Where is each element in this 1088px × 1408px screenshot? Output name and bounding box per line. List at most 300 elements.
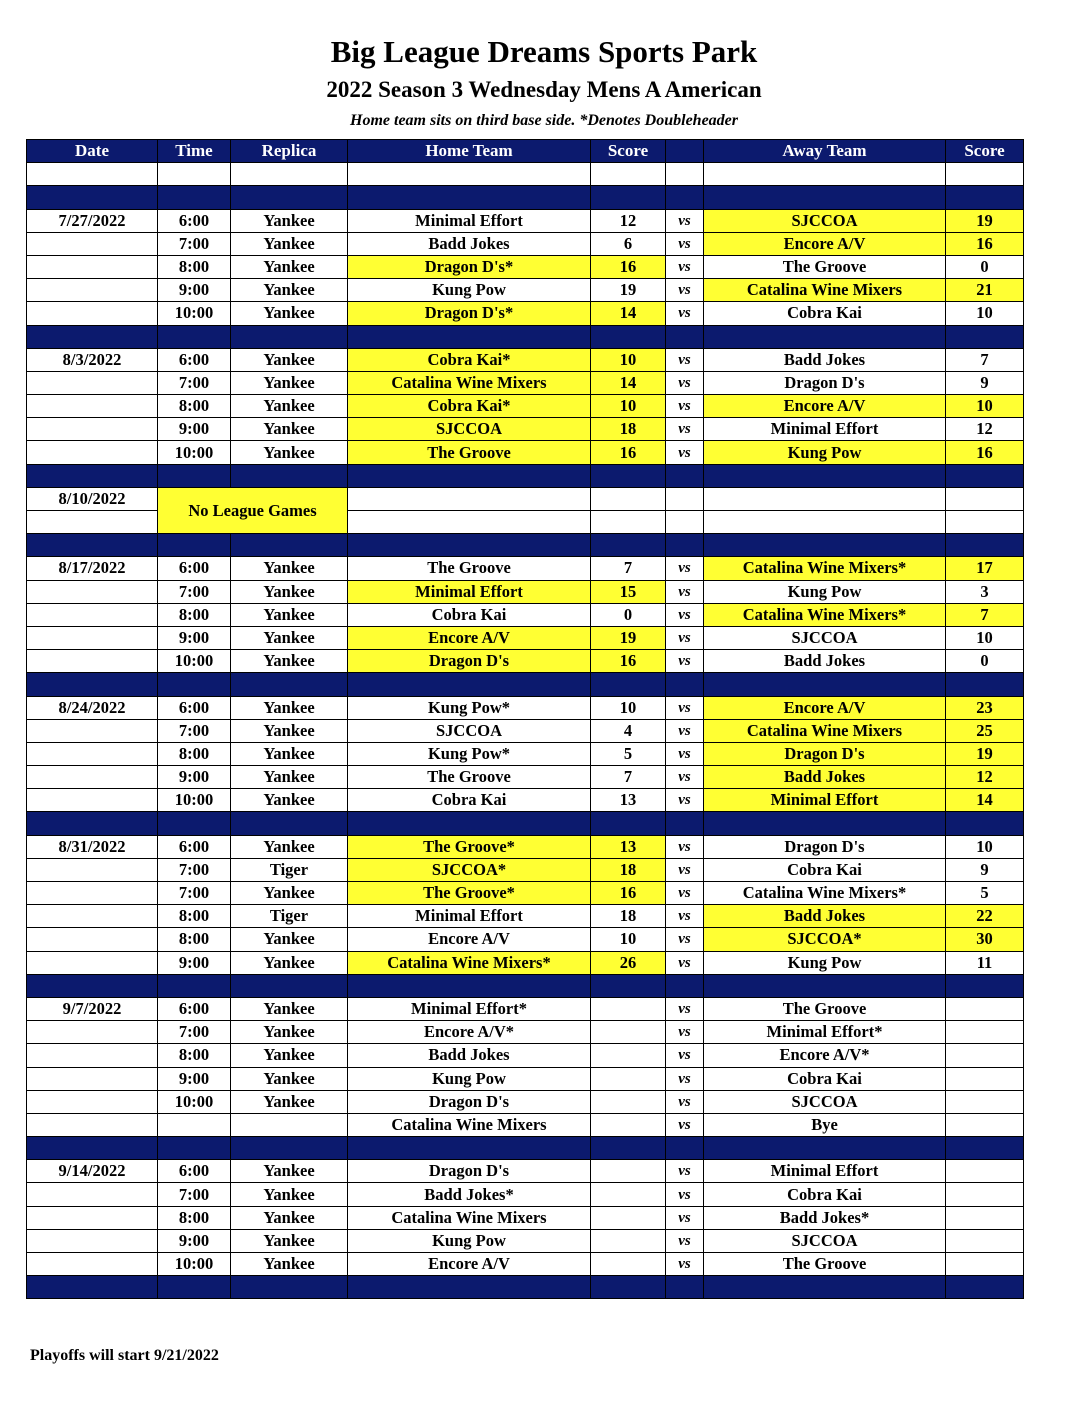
separator-cell xyxy=(591,325,666,348)
away-score-cell xyxy=(946,1229,1024,1252)
home-score-cell xyxy=(591,1067,666,1090)
separator-cell xyxy=(231,812,348,835)
home-team-cell: Badd Jokes* xyxy=(348,1183,591,1206)
time-cell: 6:00 xyxy=(158,835,231,858)
time-cell: 9:00 xyxy=(158,1229,231,1252)
vs-cell: vs xyxy=(666,650,704,673)
vs-cell: vs xyxy=(666,1113,704,1136)
game-row xyxy=(27,580,1024,603)
separator-cell xyxy=(704,974,946,997)
away-score-cell: 7 xyxy=(946,603,1024,626)
away-score-cell: 0 xyxy=(946,650,1024,673)
game-row xyxy=(27,1253,1024,1276)
replica-cell: Yankee xyxy=(231,209,348,232)
home-score-cell xyxy=(591,1090,666,1113)
game-row xyxy=(27,603,1024,626)
vs-cell: vs xyxy=(666,580,704,603)
schedule-table xyxy=(26,139,1024,1299)
away-score-cell xyxy=(946,1160,1024,1183)
time-cell: 9:00 xyxy=(158,279,231,302)
away-team-cell: Bye xyxy=(704,1113,946,1136)
away-team-cell: Dragon D's xyxy=(704,835,946,858)
time-cell: 7:00 xyxy=(158,232,231,255)
home-score-cell: 16 xyxy=(591,255,666,278)
replica-cell: Yankee xyxy=(231,1229,348,1252)
vs-cell: vs xyxy=(666,719,704,742)
home-team-cell: Badd Jokes xyxy=(348,232,591,255)
date-cell xyxy=(27,302,158,325)
empty-cell xyxy=(704,511,946,534)
away-team-cell: Cobra Kai xyxy=(704,1067,946,1090)
away-score-cell: 23 xyxy=(946,696,1024,719)
separator-cell xyxy=(704,186,946,209)
away-team-cell: Badd Jokes xyxy=(704,766,946,789)
date-cell: 8/10/2022 xyxy=(27,487,158,510)
home-team-cell: Minimal Effort* xyxy=(348,997,591,1020)
blank-cell xyxy=(666,163,704,186)
vs-cell: vs xyxy=(666,997,704,1020)
game-row xyxy=(27,1160,1024,1183)
separator-cell xyxy=(591,464,666,487)
empty-cell xyxy=(666,511,704,534)
date-cell xyxy=(27,742,158,765)
separator-cell xyxy=(946,673,1024,696)
away-team-cell: Kung Pow xyxy=(704,580,946,603)
separator-cell xyxy=(27,464,158,487)
vs-cell: vs xyxy=(666,557,704,580)
week-separator xyxy=(27,186,1024,209)
separator-cell xyxy=(666,812,704,835)
home-team-cell: Dragon D's xyxy=(348,1090,591,1113)
away-team-cell: Badd Jokes* xyxy=(704,1206,946,1229)
game-row xyxy=(27,626,1024,649)
replica-cell: Yankee xyxy=(231,650,348,673)
away-score-cell: 12 xyxy=(946,766,1024,789)
home-team-cell: The Groove xyxy=(348,441,591,464)
time-cell: 7:00 xyxy=(158,719,231,742)
home-score-cell xyxy=(591,1113,666,1136)
replica-cell: Yankee xyxy=(231,371,348,394)
separator-cell xyxy=(158,673,231,696)
away-score-cell: 9 xyxy=(946,371,1024,394)
separator-cell xyxy=(158,974,231,997)
home-score-cell xyxy=(591,1160,666,1183)
home-team-cell: SJCCOA xyxy=(348,418,591,441)
game-row xyxy=(27,1044,1024,1067)
separator-cell xyxy=(666,325,704,348)
home-score-cell xyxy=(591,1183,666,1206)
separator-cell xyxy=(946,1276,1024,1299)
date-cell xyxy=(27,418,158,441)
away-team-cell: Badd Jokes xyxy=(704,650,946,673)
away-score-cell xyxy=(946,1044,1024,1067)
vs-cell: vs xyxy=(666,789,704,812)
home-team-cell: Kung Pow xyxy=(348,1229,591,1252)
time-cell: 8:00 xyxy=(158,928,231,951)
week-separator xyxy=(27,1137,1024,1160)
replica-cell: Yankee xyxy=(231,742,348,765)
game-row xyxy=(27,997,1024,1020)
away-score-cell xyxy=(946,1113,1024,1136)
separator-cell xyxy=(348,464,591,487)
replica-cell: Yankee xyxy=(231,882,348,905)
separator-cell xyxy=(591,1137,666,1160)
week-separator xyxy=(27,1276,1024,1299)
date-cell xyxy=(27,441,158,464)
home-score-cell: 10 xyxy=(591,696,666,719)
vs-cell: vs xyxy=(666,441,704,464)
separator-cell xyxy=(704,534,946,557)
col-time: Time xyxy=(158,140,231,163)
away-team-cell: Dragon D's xyxy=(704,742,946,765)
game-row xyxy=(27,348,1024,371)
vs-cell: vs xyxy=(666,858,704,881)
vs-cell: vs xyxy=(666,905,704,928)
home-team-cell: Dragon D's* xyxy=(348,255,591,278)
game-row xyxy=(27,835,1024,858)
away-score-cell: 7 xyxy=(946,348,1024,371)
time-cell: 7:00 xyxy=(158,882,231,905)
home-team-cell: Dragon D's xyxy=(348,1160,591,1183)
home-score-cell: 16 xyxy=(591,882,666,905)
game-row xyxy=(27,395,1024,418)
vs-cell: vs xyxy=(666,302,704,325)
empty-cell xyxy=(704,487,946,510)
empty-cell xyxy=(348,511,591,534)
home-team-cell: Minimal Effort xyxy=(348,580,591,603)
away-score-cell: 3 xyxy=(946,580,1024,603)
separator-cell xyxy=(348,186,591,209)
away-team-cell: Kung Pow xyxy=(704,951,946,974)
game-row xyxy=(27,557,1024,580)
vs-cell: vs xyxy=(666,766,704,789)
away-score-cell: 17 xyxy=(946,557,1024,580)
separator-cell xyxy=(704,325,946,348)
date-cell xyxy=(27,1229,158,1252)
away-team-cell: Kung Pow xyxy=(704,441,946,464)
date-cell xyxy=(27,1067,158,1090)
time-cell: 10:00 xyxy=(158,441,231,464)
replica-cell: Yankee xyxy=(231,1021,348,1044)
away-score-cell: 21 xyxy=(946,279,1024,302)
week-separator xyxy=(27,464,1024,487)
replica-cell: Yankee xyxy=(231,1067,348,1090)
away-team-cell: Catalina Wine Mixers* xyxy=(704,882,946,905)
home-team-cell: Catalina Wine Mixers xyxy=(348,371,591,394)
separator-cell xyxy=(348,534,591,557)
col-home-team: Home Team xyxy=(348,140,591,163)
vs-cell: vs xyxy=(666,1090,704,1113)
empty-cell xyxy=(348,487,591,510)
vs-cell: vs xyxy=(666,603,704,626)
game-row xyxy=(27,928,1024,951)
home-score-cell: 13 xyxy=(591,789,666,812)
replica-cell: Yankee xyxy=(231,835,348,858)
time-cell: 9:00 xyxy=(158,418,231,441)
replica-cell: Yankee xyxy=(231,1090,348,1113)
separator-cell xyxy=(27,1276,158,1299)
date-cell: 9/7/2022 xyxy=(27,997,158,1020)
away-team-cell: The Groove xyxy=(704,1253,946,1276)
away-score-cell xyxy=(946,1067,1024,1090)
home-score-cell: 10 xyxy=(591,348,666,371)
replica-cell: Tiger xyxy=(231,858,348,881)
game-row xyxy=(27,951,1024,974)
blank-cell xyxy=(591,163,666,186)
game-row xyxy=(27,1183,1024,1206)
home-team-cell: Kung Pow* xyxy=(348,696,591,719)
time-cell: 10:00 xyxy=(158,1253,231,1276)
separator-cell xyxy=(158,1276,231,1299)
game-row xyxy=(27,418,1024,441)
separator-cell xyxy=(231,325,348,348)
away-score-cell: 19 xyxy=(946,209,1024,232)
date-cell xyxy=(27,1113,158,1136)
time-cell: 6:00 xyxy=(158,696,231,719)
replica-cell: Yankee xyxy=(231,232,348,255)
home-score-cell: 12 xyxy=(591,209,666,232)
date-cell xyxy=(27,1021,158,1044)
home-score-cell xyxy=(591,1044,666,1067)
date-cell xyxy=(27,1183,158,1206)
vs-cell: vs xyxy=(666,255,704,278)
away-team-cell: Catalina Wine Mixers* xyxy=(704,557,946,580)
empty-cell xyxy=(946,511,1024,534)
replica-cell: Yankee xyxy=(231,418,348,441)
vs-cell: vs xyxy=(666,1044,704,1067)
separator-cell xyxy=(158,186,231,209)
time-cell: 8:00 xyxy=(158,1206,231,1229)
away-team-cell: Catalina Wine Mixers* xyxy=(704,603,946,626)
date-cell xyxy=(27,789,158,812)
vs-cell: vs xyxy=(666,1229,704,1252)
page-title: Big League Dreams Sports Park xyxy=(330,34,758,69)
home-team-cell: SJCCOA xyxy=(348,719,591,742)
separator-cell xyxy=(231,673,348,696)
week-separator xyxy=(27,812,1024,835)
time-cell: 10:00 xyxy=(158,302,231,325)
separator-cell xyxy=(348,325,591,348)
replica-cell: Yankee xyxy=(231,928,348,951)
time-cell: 7:00 xyxy=(158,1183,231,1206)
separator-cell xyxy=(946,534,1024,557)
away-score-cell: 9 xyxy=(946,858,1024,881)
vs-cell: vs xyxy=(666,232,704,255)
vs-cell: vs xyxy=(666,395,704,418)
empty-cell xyxy=(946,487,1024,510)
game-row xyxy=(27,858,1024,881)
home-score-cell: 14 xyxy=(591,302,666,325)
date-cell: 8/17/2022 xyxy=(27,557,158,580)
home-team-cell: The Groove xyxy=(348,557,591,580)
footer-note: Playoffs will start 9/21/2022 xyxy=(30,1347,219,1364)
game-row xyxy=(27,1113,1024,1136)
date-cell xyxy=(27,255,158,278)
home-team-cell: Kung Pow xyxy=(348,279,591,302)
home-team-cell: Cobra Kai* xyxy=(348,348,591,371)
time-cell: 6:00 xyxy=(158,348,231,371)
replica-cell: Yankee xyxy=(231,1206,348,1229)
date-cell xyxy=(27,1044,158,1067)
date-cell xyxy=(27,395,158,418)
time-cell: 7:00 xyxy=(158,371,231,394)
date-cell xyxy=(27,719,158,742)
home-team-cell: Dragon D's* xyxy=(348,302,591,325)
home-score-cell xyxy=(591,1021,666,1044)
vs-cell: vs xyxy=(666,371,704,394)
away-score-cell: 10 xyxy=(946,626,1024,649)
home-score-cell: 16 xyxy=(591,441,666,464)
home-score-cell: 16 xyxy=(591,650,666,673)
time-cell: 9:00 xyxy=(158,766,231,789)
separator-cell xyxy=(27,534,158,557)
game-row xyxy=(27,789,1024,812)
separator-cell xyxy=(158,325,231,348)
separator-cell xyxy=(946,812,1024,835)
away-team-cell: SJCCOA* xyxy=(704,928,946,951)
replica-cell: Yankee xyxy=(231,766,348,789)
time-cell: 8:00 xyxy=(158,255,231,278)
replica-cell xyxy=(231,1113,348,1136)
separator-cell xyxy=(591,812,666,835)
game-row xyxy=(27,1229,1024,1252)
replica-cell: Yankee xyxy=(231,441,348,464)
away-score-cell: 16 xyxy=(946,232,1024,255)
header-row xyxy=(27,140,1024,163)
away-score-cell xyxy=(946,1090,1024,1113)
replica-cell: Yankee xyxy=(231,603,348,626)
away-score-cell: 30 xyxy=(946,928,1024,951)
home-score-cell xyxy=(591,1206,666,1229)
home-team-cell: Catalina Wine Mixers* xyxy=(348,951,591,974)
date-cell xyxy=(27,858,158,881)
separator-cell xyxy=(27,974,158,997)
separator-cell xyxy=(158,534,231,557)
date-cell xyxy=(27,951,158,974)
separator-cell xyxy=(158,812,231,835)
separator-cell xyxy=(27,186,158,209)
home-score-cell xyxy=(591,997,666,1020)
date-cell xyxy=(27,1090,158,1113)
separator-cell xyxy=(704,464,946,487)
date-cell xyxy=(27,1253,158,1276)
away-score-cell: 12 xyxy=(946,418,1024,441)
separator-cell xyxy=(158,1137,231,1160)
away-team-cell: Badd Jokes xyxy=(704,348,946,371)
home-score-cell: 6 xyxy=(591,232,666,255)
time-cell: 8:00 xyxy=(158,905,231,928)
separator-cell xyxy=(946,186,1024,209)
game-row xyxy=(27,1067,1024,1090)
separator-cell xyxy=(591,974,666,997)
blank-cell xyxy=(348,163,591,186)
time-cell: 6:00 xyxy=(158,209,231,232)
vs-cell: vs xyxy=(666,835,704,858)
vs-cell: vs xyxy=(666,882,704,905)
vs-cell: vs xyxy=(666,626,704,649)
home-team-cell: Encore A/V xyxy=(348,626,591,649)
time-cell: 9:00 xyxy=(158,951,231,974)
away-team-cell: Encore A/V xyxy=(704,232,946,255)
replica-cell: Yankee xyxy=(231,348,348,371)
away-score-cell xyxy=(946,1206,1024,1229)
vs-cell: vs xyxy=(666,279,704,302)
replica-cell: Yankee xyxy=(231,951,348,974)
home-team-cell: Cobra Kai* xyxy=(348,395,591,418)
time-cell: 6:00 xyxy=(158,557,231,580)
col-vs xyxy=(666,140,704,163)
blank-cell xyxy=(158,163,231,186)
separator-cell xyxy=(27,812,158,835)
away-score-cell: 16 xyxy=(946,441,1024,464)
date-cell xyxy=(27,580,158,603)
date-cell: 9/14/2022 xyxy=(27,1160,158,1183)
date-cell xyxy=(27,882,158,905)
away-team-cell: SJCCOA xyxy=(704,626,946,649)
vs-cell: vs xyxy=(666,696,704,719)
home-score-cell: 18 xyxy=(591,858,666,881)
replica-cell: Yankee xyxy=(231,997,348,1020)
separator-cell xyxy=(27,325,158,348)
empty-cell xyxy=(591,511,666,534)
away-team-cell: Minimal Effort* xyxy=(704,1021,946,1044)
away-score-cell: 5 xyxy=(946,882,1024,905)
home-score-cell: 14 xyxy=(591,371,666,394)
time-cell: 10:00 xyxy=(158,1090,231,1113)
home-team-cell: The Groove* xyxy=(348,835,591,858)
away-team-cell: Minimal Effort xyxy=(704,418,946,441)
separator-cell xyxy=(158,464,231,487)
home-team-cell: Encore A/V xyxy=(348,1253,591,1276)
separator-cell xyxy=(27,673,158,696)
replica-cell: Tiger xyxy=(231,905,348,928)
game-row xyxy=(27,719,1024,742)
game-row xyxy=(27,742,1024,765)
vs-cell: vs xyxy=(666,348,704,371)
replica-cell: Yankee xyxy=(231,696,348,719)
home-team-cell: The Groove xyxy=(348,766,591,789)
replica-cell: Yankee xyxy=(231,1183,348,1206)
separator-cell xyxy=(946,1137,1024,1160)
home-score-cell xyxy=(591,1253,666,1276)
away-score-cell: 10 xyxy=(946,395,1024,418)
separator-cell xyxy=(946,464,1024,487)
time-cell: 7:00 xyxy=(158,858,231,881)
replica-cell: Yankee xyxy=(231,580,348,603)
blank-row xyxy=(27,163,1024,186)
away-team-cell: Minimal Effort xyxy=(704,789,946,812)
separator-cell xyxy=(348,812,591,835)
schedule-body xyxy=(27,163,1024,1299)
vs-cell: vs xyxy=(666,1160,704,1183)
game-row xyxy=(27,232,1024,255)
replica-cell: Yankee xyxy=(231,395,348,418)
home-team-cell: Minimal Effort xyxy=(348,905,591,928)
away-team-cell: Catalina Wine Mixers xyxy=(704,719,946,742)
vs-cell: vs xyxy=(666,1067,704,1090)
vs-cell: vs xyxy=(666,1253,704,1276)
time-cell: 10:00 xyxy=(158,650,231,673)
away-score-cell xyxy=(946,997,1024,1020)
game-row xyxy=(27,1090,1024,1113)
home-team-cell: Catalina Wine Mixers xyxy=(348,1113,591,1136)
separator-cell xyxy=(704,1276,946,1299)
away-score-cell: 10 xyxy=(946,835,1024,858)
away-score-cell: 10 xyxy=(946,302,1024,325)
away-score-cell: 14 xyxy=(946,789,1024,812)
home-score-cell: 18 xyxy=(591,418,666,441)
time-cell: 8:00 xyxy=(158,742,231,765)
